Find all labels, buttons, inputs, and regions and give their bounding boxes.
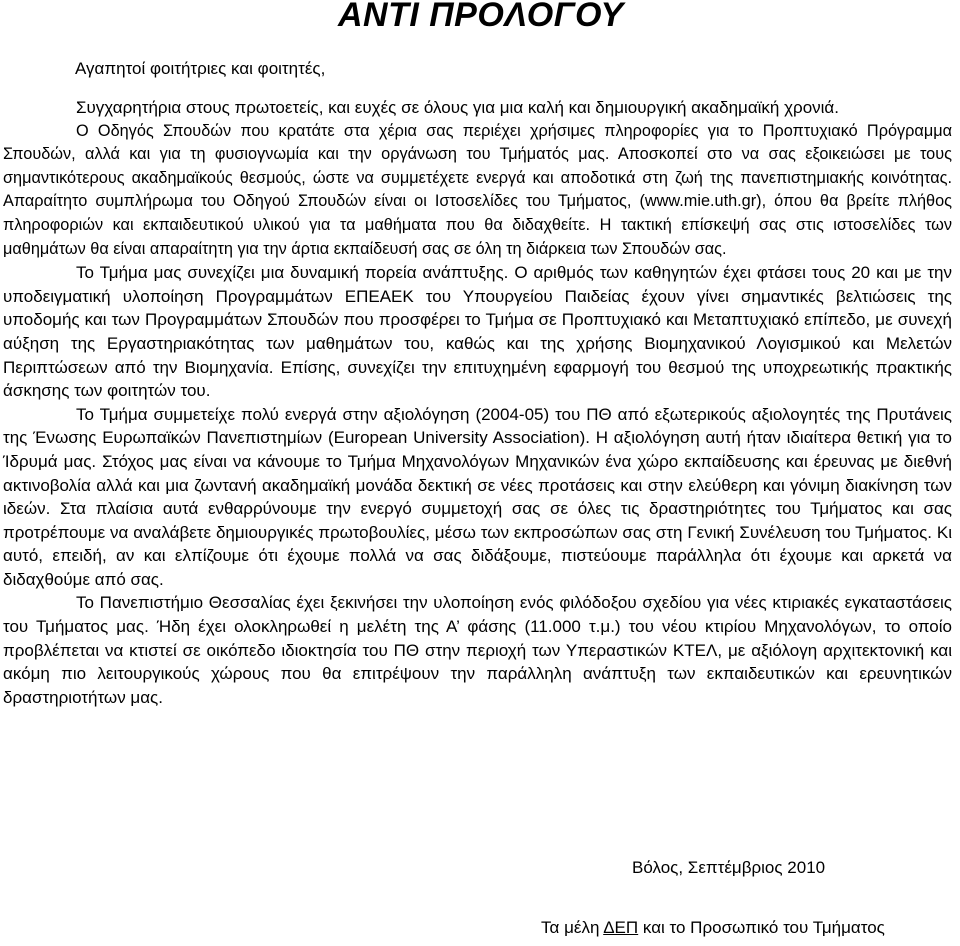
signature-prefix: Τα μέλη bbox=[541, 918, 604, 937]
body-text bbox=[3, 96, 952, 709]
paragraph-3: Το Τμήμα μας συνεχίζει μια δυναμική πορεία ανάπτυξης. Ο αριθμός των καθηγητών έχει φτάσει τους 20 και με την υποδειγματική υλοποίηση Προγραμμάτων ΕΠΕΑΕΚ του Υπουργείου Παιδείας έχουν γίνει σημαντικές βελτιώσεις της υποδομής και των Προγραμμάτων Σπουδών που προσφέρει το Τμήμα σε Προπτυχιακό και Μεταπτυχιακό επίπεδο, με συνεχή αύξηση της Εργαστηριακότητας των μαθημάτων του, καθώς και της χρήσης Βιομηχανικού Λογισμικού και Μελετών Περιπτώσεων από την Βιομηχανία. Επίσης, συνεχίζει την επιτυχημένη εφαρμογή του θεσμού της υποχρεωτικής πρακτικής άσκησης των φοιτητών του. bbox=[3, 263, 952, 401]
signature-place-date: Βόλος, Σεπτέμβριος 2010 bbox=[632, 858, 826, 877]
signature-name bbox=[541, 918, 885, 938]
greeting: Αγαπητοί φοιτήτριες και φοιτητές, bbox=[75, 59, 326, 78]
paragraph-1: Συγχαρητήρια στους πρωτοετείς, και ευχές σε όλους για μια καλή και δημιουργική ακαδημαϊκή χρονιά. bbox=[76, 98, 839, 117]
paragraph-4: Το Τμήμα συμμετείχε πολύ ενεργά στην αξιολόγηση (2004-05) του ΠΘ από εξωτερικούς αξιολογητές της Πρυτάνεις της Ένωσης Ευρωπαϊκών Πανεπιστημίων (European University Association). Η αξιολόγηση αυτή ήταν ιδιαίτερα θετική για το Ίδρυμά μας. Στόχος μας είναι να κάνουμε το Τμήμα Μηχανολόγων Μηχανικών ένα χώρο εκπαίδευσης και έρευνας με διεθνή ακτινοβολία αλλά και μια ζωντανή ακαδημαϊκή μονάδα δεκτική σε νέες προτάσεις και στην ελεύθερη και γόνιμη διακίνηση των ιδεών. Στα πλαίσια αυτά ενθαρρύνουμε την ενεργό συμμετοχή σας σε όλες τις δραστηριότητες του Τμήματος και σας προτρέπουμε να αναλάβετε δημιουργικές πρωτοβουλίες, μέσω των εκπροσώπων σας στη Γενική Συνέλευση του Τμήματος. Κι αυτό, επειδή, αν και ελπίζουμε ότι έχουμε πολλά να σας διδάξουμε, πιστεύουμε παράλληλα ότι έχουμε και αρκετά να διδαχθούμε από σας. bbox=[3, 404, 952, 589]
paragraph-5: Το Πανεπιστήμιο Θεσσαλίας έχει ξεκινήσει την υλοποίηση ενός φιλόδοξου σχεδίου για νέες κτιριακές εγκαταστάσεις του Τμήματος μας. Ήδη έχει ολοκληρωθεί η μελέτη της Α’ φάσης (11.000 τ.μ.) του νέου κτιρίου Μηχανολόγων, το οποίο προβλέπεται να κτιστεί σε οικόπεδο ιδιοκτησία του ΠΘ στην περιοχή των Υπεραστικών ΚΤΕΛ, με αξιόλογη αρχιτεκτονική και ακόμη πιο λειτουργικούς χώρους που θα επιτρέψουν την παράλληλη ανάπτυξη των εκπαιδευτικών και ερευνητικών δραστηριοτήτων μας. bbox=[3, 593, 952, 707]
signature-suffix: και το Προσωπικό του Τμήματος bbox=[638, 918, 885, 937]
document-title: ΑΝΤΙ ΠΡΟΛΟΓΟΥ bbox=[338, 0, 624, 34]
paragraph-2: Ο Οδηγός Σπουδών που κρατάτε στα χέρια σας περιέχει χρήσιμες πληροφορίες για το Προπτυχιακό Πρόγραμμα Σπουδών, αλλά και για τη φυσιογνωμία και την οργάνωση του Τμήματός μας. Αποσκοπεί στο να σας εξοικειώσει με τους σημαντικότερους ακαδημαϊκούς θεσμούς, ώστε να συμμετέχετε ενεργά και αποδοτικά στη ζωή της πανεπιστημιακής κοινότητας. Απαραίτητο συμπλήρωμα του Οδηγού Σπουδών είναι οι Ιστοσελίδες του Τμήματος, (www.mie.uth.gr), όπου θα βρείτε πλήθος πληροφοριών και εκπαιδευτικού υλικού για τα μαθήματα που θα διδαχθείτε. Η τακτική επίσκεψή σας στις ιστοσελίδες των μαθημάτων θα είναι απαραίτητη για την άρτια εκπαίδευσή σας σε όλη τη διάρκεια των Σπουδών σας. bbox=[3, 121, 952, 258]
signature-dep: ΔΕΠ bbox=[603, 918, 639, 937]
